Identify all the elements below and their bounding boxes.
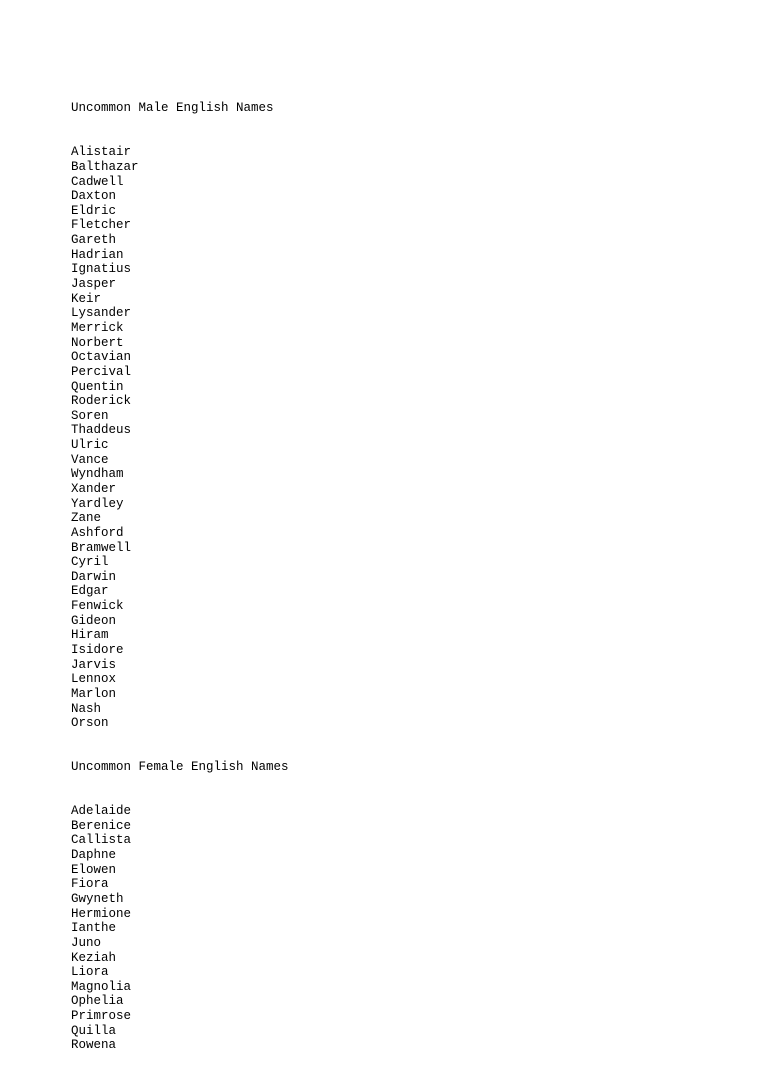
name-list-item: Darwin xyxy=(71,569,117,584)
name-list-item: Lennox xyxy=(71,672,117,687)
name-list-item: Juno xyxy=(71,935,102,950)
name-list-item: Xander xyxy=(71,482,117,496)
name-list-item: Octavian xyxy=(71,350,132,365)
name-list-item: Thaddeus xyxy=(71,423,132,438)
name-list-item: Berenice xyxy=(71,818,132,833)
name-list-item: Merrick xyxy=(71,320,124,335)
male-names-heading: Uncommon Male English Names xyxy=(71,101,274,116)
name-list-item: Zane xyxy=(71,511,102,526)
male-names-list xyxy=(71,145,289,731)
name-list-item: Jarvis xyxy=(71,657,117,672)
name-list-item: Gwyneth xyxy=(71,892,124,906)
name-list-item: Hadrian xyxy=(71,247,124,262)
female-names-list xyxy=(71,804,289,1053)
name-list-item: Alistair xyxy=(71,145,132,160)
name-list-item: Ashford xyxy=(71,525,124,540)
name-list-item: Hiram xyxy=(71,628,109,643)
name-list-item: Norbert xyxy=(71,335,124,350)
name-list-item: Liora xyxy=(71,965,109,980)
name-list-item: Fenwick xyxy=(71,599,124,614)
name-list-item: Wyndham xyxy=(71,467,124,482)
name-list-item: Fiora xyxy=(71,877,109,892)
name-list-item: Ignatius xyxy=(71,262,132,277)
name-list-item: Magnolia xyxy=(71,979,132,994)
name-list-item: Balthazar xyxy=(71,159,139,174)
name-list-item: Fletcher xyxy=(71,218,132,233)
name-list-item: Keir xyxy=(71,291,102,306)
name-list-item: Quentin xyxy=(71,379,124,394)
name-list-item: Quilla xyxy=(71,1023,117,1038)
name-list-item: Rowena xyxy=(71,1038,117,1053)
name-list-item: Daxton xyxy=(71,189,117,204)
female-names-heading: Uncommon Female English Names xyxy=(71,760,289,775)
name-list-item: Yardley xyxy=(71,496,124,511)
name-list-item: Nash xyxy=(71,701,102,716)
name-list-item: Elowen xyxy=(71,862,117,877)
name-list-item: Callista xyxy=(71,833,132,848)
name-list-item: Orson xyxy=(71,716,109,731)
name-list-item: Percival xyxy=(71,364,132,379)
name-list-item: Jasper xyxy=(71,277,117,292)
name-list-item: Ianthe xyxy=(71,921,117,936)
name-list-item: Ophelia xyxy=(71,994,124,1009)
name-list-item: Cyril xyxy=(71,555,109,570)
name-list-item: Edgar xyxy=(71,584,109,599)
name-list-item: Keziah xyxy=(71,950,117,965)
name-list-item: Roderick xyxy=(71,394,132,409)
name-list-item: Gareth xyxy=(71,233,117,248)
name-list-item: Soren xyxy=(71,408,109,423)
name-list-item: Adelaide xyxy=(71,804,132,819)
name-list-item: Hermione xyxy=(71,906,132,921)
name-list-item: Vance xyxy=(71,452,109,467)
name-list-item: Cadwell xyxy=(71,174,124,189)
name-list-item: Marlon xyxy=(71,686,117,701)
name-list-item: Daphne xyxy=(71,848,117,863)
name-list-item: Isidore xyxy=(71,643,124,658)
name-list-item: Lysander xyxy=(71,306,132,321)
name-list-item: Primrose xyxy=(71,1009,132,1024)
document-body xyxy=(71,72,289,1068)
name-list-item: Bramwell xyxy=(71,540,132,555)
name-list-item: Ulric xyxy=(71,438,109,453)
name-list-item: Gideon xyxy=(71,613,117,628)
name-list-item: Eldric xyxy=(71,203,117,218)
